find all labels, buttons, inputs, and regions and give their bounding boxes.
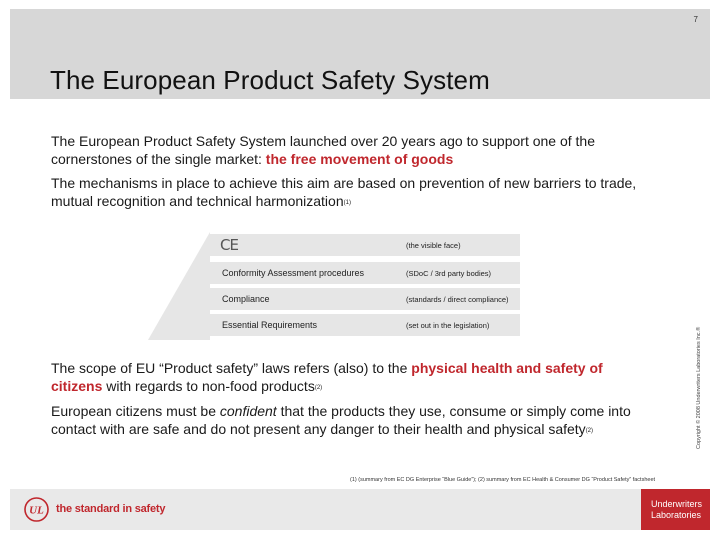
footnote: (1) (summary from EC DG Enterprise “Blue Guide”); (2) summary from EC Health & Consumer DG “Product Safety” factsheet — [350, 477, 656, 483]
intro-text-2: The mechanisms in place to achieve this aim are based on prevention of new barriers to trade, mutual recognition and technical harmonization — [51, 175, 637, 209]
pyramid-row-label: Conformity Assessment procedures — [222, 268, 365, 278]
confident-emphasis: confident — [219, 403, 277, 419]
footnote-ref-2b: (2) — [585, 427, 594, 434]
scope-paragraph-2 — [51, 403, 651, 438]
slide-header — [10, 9, 710, 99]
ce-note: (the visible face) — [406, 241, 461, 250]
pyramid-row-note: (SDoC / 3rd party bodies) — [406, 269, 492, 278]
scope-text-a: The scope of EU “Product safety” laws refers (also) to the — [51, 360, 412, 376]
pyramid-row-essential — [210, 314, 520, 336]
ul-logo-text: UL — [29, 504, 44, 517]
underwriters-laboratories-block — [641, 489, 710, 530]
physical-health-highlight: physical health and safety of citizens — [51, 360, 603, 394]
slide-title: The European Product Safety System — [50, 65, 490, 95]
page-number: 7 — [693, 15, 698, 24]
ul-logo-icon — [24, 497, 49, 522]
footer-bar — [10, 489, 710, 530]
pyramid-row-compliance — [210, 288, 520, 310]
brand-line-2: Laboratories — [651, 510, 702, 520]
intro-text-1: The European Product Safety System launched over 20 years ago to support one of the cornerstones of the single market: — [51, 133, 596, 167]
scope-text-d: that the products they use, consume or simply come into contact with are safe and do not present any danger to their health and physical safety — [51, 403, 631, 437]
pyramid-row-label: Essential Requirements — [222, 320, 318, 330]
brand-line-1: Underwriters — [651, 499, 703, 509]
product-safety-pyramid — [148, 232, 520, 340]
scope-paragraph-1 — [51, 360, 651, 395]
pyramid-row-conformity — [210, 262, 520, 284]
tagline: the standard in safety — [56, 503, 166, 515]
scope-text-c: European citizens must be — [51, 403, 220, 419]
scope-text-b: with regards to non-food products — [102, 377, 315, 394]
intro-paragraph-2 — [51, 175, 651, 210]
footnote-ref-2: (2) — [314, 384, 323, 391]
free-movement-highlight: the free movement of goods — [265, 150, 454, 167]
pyramid-row-ce — [210, 234, 520, 256]
ce-mark-icon: CE — [220, 236, 238, 254]
footnote-ref-1: (1) — [343, 199, 351, 206]
pyramid-row-note: (set out in the legislation) — [406, 321, 490, 330]
copyright-notice: Copyright © 2008 Underwriters Laboratories Inc.® — [696, 326, 702, 449]
pyramid-row-note: (standards / direct compliance) — [406, 295, 509, 304]
pyramid-row-label: Compliance — [222, 294, 270, 304]
intro-paragraph-1 — [51, 133, 651, 168]
